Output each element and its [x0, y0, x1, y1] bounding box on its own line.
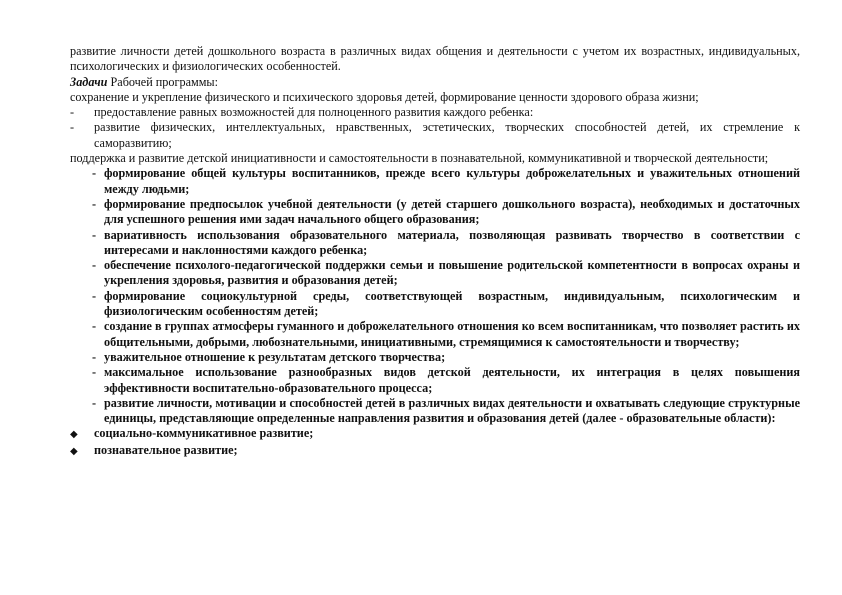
educational-areas-list	[70, 426, 800, 459]
tasks-heading	[70, 75, 800, 90]
list-item-text: формирование социокультурной среды, соответствующей возрастным, индивидуальным, психологическим и физиологическим особенностям детей;	[104, 288, 800, 319]
task-line: сохранение и укрепление физического и психического здоровья детей, формирование ценности здорового образа жизни;	[70, 89, 699, 104]
list-item-text: формирование общей культуры воспитанников, прежде всего культуры доброжелательных и уважительных отношений между людьми;	[104, 166, 800, 196]
list-item	[70, 350, 800, 365]
dash-marker: -	[91, 349, 96, 364]
tasks-heading-rest: Рабочей программы:	[107, 74, 218, 89]
dash-item	[70, 120, 800, 151]
dash-marker: -	[91, 196, 96, 211]
dash-marker: -	[91, 288, 96, 303]
tasks-heading-emphasis: Задачи	[70, 74, 108, 89]
dash-marker: -	[91, 258, 96, 273]
list-item	[70, 197, 800, 228]
dash-marker: -	[91, 227, 96, 242]
list-item-text: формирование предпосылок учебной деятельности (у детей старшего дошкольного возраста), необходимых и достаточных для успешного решения ими задач начального общего образования;	[104, 196, 800, 227]
dash-marker: -	[91, 365, 96, 380]
diamond-bullet-icon: ◆	[70, 445, 78, 457]
list-item	[70, 396, 800, 427]
list-item	[70, 258, 800, 289]
bold-task-list	[70, 166, 800, 426]
area-item-text: социально-коммуникативное развитие;	[94, 426, 314, 441]
list-item	[70, 319, 800, 350]
diamond-bullet-icon: ◆	[70, 429, 78, 441]
list-item-text: развитие личности, мотивации и способностей детей в различных видах деятельности и охватывать следующие структурные единицы, представляющие определенные направления развития и образования детей (далее - образовательные области):	[104, 395, 800, 426]
support-paragraph: поддержка и развитие детской инициативности и самостоятельности в познавательной, коммуникативной и творческой деятельности;	[70, 151, 769, 166]
dash-item-text: развитие физических, интеллектуальных, нравственных, эстетических, творческих способностей детей, их стремление к саморазвитию;	[94, 120, 800, 150]
area-item	[70, 443, 800, 459]
intro-paragraph: развитие личности детей дошкольного возраста в различных видах общения и деятельности с учетом их возрастных, индивидуальных, психологических и физиологических особенностей.	[70, 44, 800, 74]
dash-marker: -	[70, 120, 75, 135]
list-item-text: вариативность использования образовательного материала, позволяющая развивать творчество в соответствии с интересами и наклонностями каждого ребенка;	[104, 227, 800, 257]
document-page	[70, 44, 800, 459]
list-item	[70, 228, 800, 259]
list-item	[70, 166, 800, 197]
list-item-text: обеспечение психолого-педагогической поддержки семьи и повышение родительской компетентности в вопросах охраны и укрепления здоровья, развития и образования детей;	[104, 258, 800, 288]
dash-item	[70, 105, 800, 120]
list-item	[70, 289, 800, 320]
area-item	[70, 426, 800, 442]
list-item-text: создание в группах атмосферы гуманного и доброжелательного отношения ко всем воспитанникам, что позволяет растить их общительными, добрыми, любознательными, инициативными, стремящимися к самостоятельности и творчеству;	[104, 319, 800, 349]
list-item-text: уважительное отношение к результатам детского творчества;	[104, 349, 446, 364]
list-item-text: максимальное использование разнообразных видов детской деятельности, их интеграция в целях повышения эффективности воспитательно-образовательного процесса;	[104, 365, 800, 395]
dash-marker: -	[91, 166, 96, 181]
dash-marker: -	[70, 105, 75, 120]
dash-item-text: предоставление равных возможностей для полноценного развития каждого ребенка:	[94, 105, 534, 120]
area-item-text: познавательное развитие;	[94, 442, 238, 457]
list-item	[70, 365, 800, 396]
dash-marker: -	[91, 319, 96, 334]
dash-marker: -	[91, 395, 96, 410]
